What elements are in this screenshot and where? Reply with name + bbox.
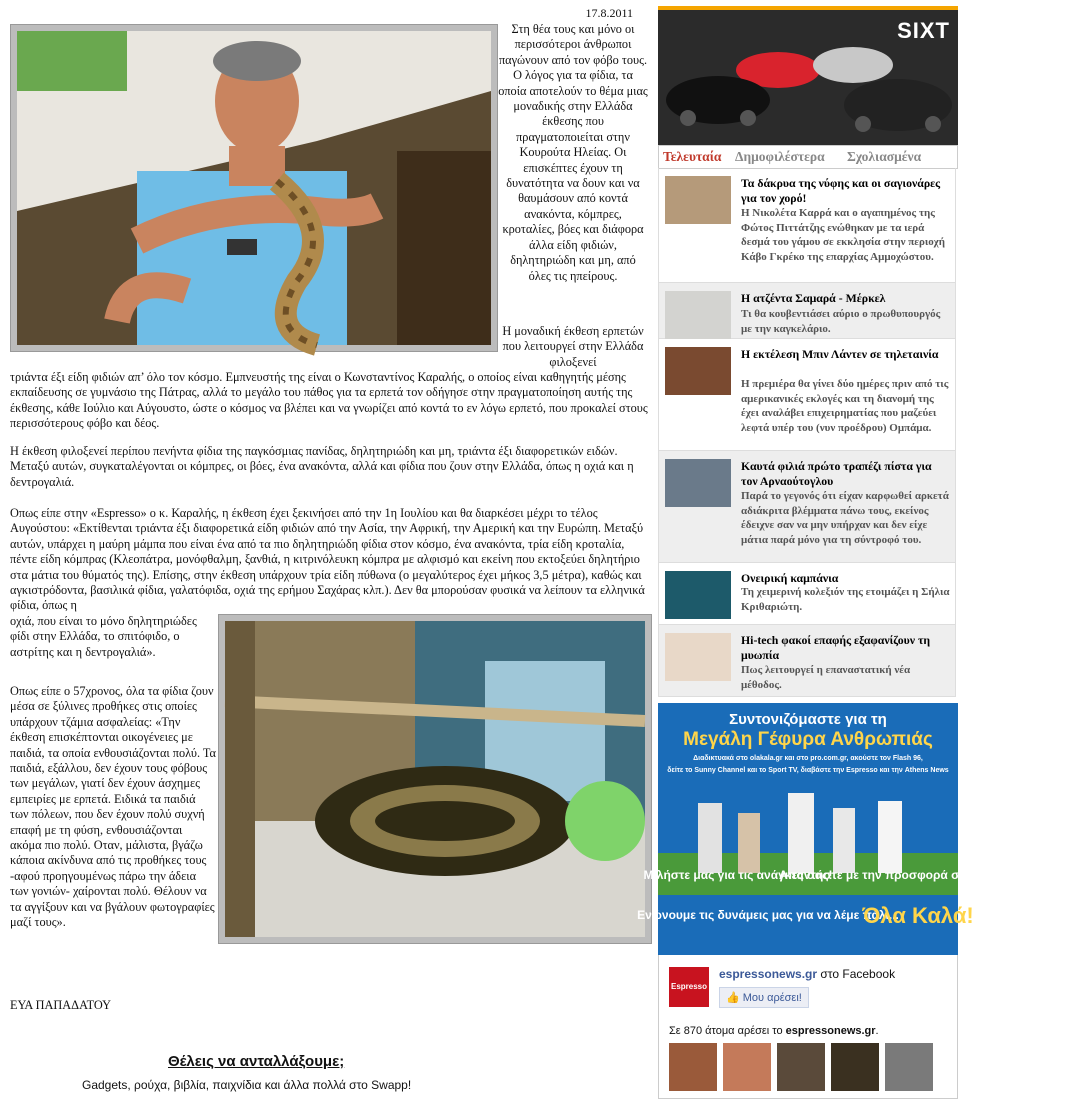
banner-line-4: δείτε το Sunny Channel και το Sport TV, διαβάστε την Espresso και την Athens News <box>667 767 949 774</box>
like-count-site: espressonews.gr <box>785 1025 876 1037</box>
news-description: Πως λειτουργεί η επαναστατική νέα μέθοδος. <box>741 664 911 691</box>
article-photo-man-with-snake <box>10 24 498 352</box>
banner-line-2: Μεγάλη Γέφυρα Ανθρωπιάς <box>683 729 933 750</box>
thumbs-up-icon: 👍 <box>726 992 740 1004</box>
news-description: Η πρεμιέρα θα γίνει δύο ημέρες πριν από τις αμερικανικές εκλογές και τη διανομή της έχει αναλάβει επιχειρηματίας που μαζεύει λεφτά υπέρ του (νυν προέδρου) Ομπάμα. <box>741 378 949 434</box>
photo-scene <box>17 31 491 345</box>
facebook-suffix: στο Facebook <box>817 967 896 981</box>
tab-commented[interactable]: Σχολιασμένα <box>847 149 922 164</box>
like-label: Μου αρέσει! <box>742 992 802 1004</box>
facebook-like-box <box>658 955 958 1099</box>
article-paragraph-2: τριάντα έξι είδη φιδιών απ’ όλο τον κόσμο. Εμπνευστής της είναι ο Κωνσταντίνος Καραλής, ο οποίος είναι καθηγητής μέσης εκπαίδευσης σε γυμνάσιο της Πάτρας, αλλά το μεγάλο του πάθος για τα ερπετά τον οδήγησε στην πραγματοποίηση αυτής της έκθεσης, κάθε Ιούλιο και Αύγουστο, ώστε ο κόσμος να βλέπει και να γνωρίζει από κοντά το εν λόγω ερπετό, που προκαλεί στους περισσότερους φόβο και δέος. <box>10 370 648 431</box>
news-title[interactable]: Ονειρική καμπάνια <box>741 571 839 585</box>
sixt-logo: SIXT <box>897 18 950 43</box>
article-author: ΕΥΑ ΠΑΠΑΔΑΤΟΥ <box>10 998 112 1012</box>
news-title[interactable]: Τα δάκρυα της νύφης και οι σαγιονάρες για τον χορό! <box>741 176 941 205</box>
tab-latest[interactable]: Τελευταία <box>663 149 722 164</box>
news-thumbnail <box>665 347 731 395</box>
fan-avatar[interactable] <box>831 1043 879 1091</box>
tab-popular[interactable]: Δημοφιλέστερα <box>735 149 825 164</box>
fan-avatar[interactable] <box>723 1043 771 1091</box>
article-column <box>8 0 653 1098</box>
article-date: 17.8.2011 <box>585 6 633 20</box>
news-thumbnail <box>665 633 731 681</box>
espresso-logo[interactable]: Espresso <box>669 967 709 1007</box>
article-paragraph-1: Στη θέα τους και μόνο οι περισσότεροι άνθρωποι παγώνουν από τον φόβο τους. Ο λόγος για τα φίδια, τα οποία αποτελούν το θέμα μιας μοναδικής στην Ελλάδα έκθεσης που πραγματοποιείται στην Κουρούτα Ηλείας. Οι επισκέπτες έχουν τη δυνατότητα να δουν και να θαυμάσουν από κοντά ανακόντα, κόμπρες, κροταλίες, βόες και διάφορα άλλα είδη φιδιών, δηλητηριώδη και μη, από όλες τις ηπείρους. <box>498 22 648 283</box>
banner-bubble-2: Απαντήστε με την προσφορά σας! <box>779 868 977 882</box>
swapp-promo-text: Gadgets, ρούχα, βιβλία, παιχνίδια και άλλα πολλά στο Swapp! <box>82 1078 412 1092</box>
news-thumbnail <box>665 291 731 339</box>
fan-avatar[interactable] <box>777 1043 825 1091</box>
news-item[interactable] <box>658 339 956 451</box>
facebook-like-count <box>669 1025 879 1037</box>
facebook-page-name <box>719 967 895 981</box>
news-item[interactable] <box>658 563 956 625</box>
article-paragraph-5: Οπως είπε ο 57χρονος, όλα τα φίδια ζουν μέσα σε ξύλινες προθήκες στις οποίες υπάρχουν τζάμια ασφαλείας: «Την έκθεση επισκέπτονται οικογένειες με παιδιά, τα οποία ενθουσιάζονται πολύ. Τα παιδιά, εξάλλου, δεν έχουν τους φόβους των μεγάλων, γιατί δεν έχουν άσχημες εμπειρίες με ερπετά. Ειδικά τα παιδιά των πόλεων, που δεν έχουν πολύ συχνή επαφή με τη φύση, ενθουσιάζονται ακόμα πιο πολύ. Οταν, μάλιστα, βγάζω κάποια ακίνδυνα από τις προθήκες τους -αφού προηγουμένως πάρω την άδεια των γονιών- χαίρονται πολύ. Θέλουν να τα αγγίξουν και να βγάλουν φωτογραφίες μαζί τους». <box>10 684 217 930</box>
banner-bubble-1: Μιλήστε μας για τις ανάγκες σας! <box>643 868 833 882</box>
banner-slogan: Ενώνουμε τις δυνάμεις μας για να λέμε πάλι... <box>637 908 899 922</box>
news-title[interactable]: Καυτά φιλιά πρώτο τραπέζι πίστα για τον Αρναούτογλου <box>741 459 932 488</box>
news-item[interactable] <box>658 451 956 563</box>
banner-logo: Όλα Καλά! <box>862 903 974 928</box>
news-description: Τι θα κουβεντιάσει αύριο ο πρωθυπουργός με την καγκελάριο. <box>741 308 941 335</box>
news-description: Τη χειμερινή κολεξιόν της ετοιμάζει η Σήλια Κριθαριώτη. <box>741 586 950 613</box>
news-description: Η Νικολέτα Καρρά και ο αγαπημένος της Φώτος Πιττάτζης ενώθηκαν με τα ιερά δεσμά του γάμου σε εκκλησία στην περιοχή Κάβο Γκρέκο της επαρχίας Αμμοχώστου. <box>741 207 945 263</box>
sixt-ad-banner[interactable] <box>658 6 958 145</box>
banner-line-1: Συντονιζόμαστε για τη <box>729 711 887 728</box>
news-description: Παρά το γεγονός ότι είχαν καρφωθεί αρκετά αδιάκριτα βλέμματα πάνω τους, εκείνος έδειχνε σαν να μην υπήρχαν και δεν είχε μάτια παρά μόνο για τη σύντροφό του. <box>741 490 949 546</box>
fan-avatar[interactable] <box>885 1043 933 1091</box>
news-thumbnail <box>665 571 731 619</box>
facebook-page-link[interactable]: espressonews.gr <box>719 967 818 981</box>
anaconda-illustration <box>225 621 645 937</box>
article-paragraph-2-start: Η μοναδική έκθεση ερπετών που λειτουργεί στην Ελλάδα φιλοξενεί <box>502 324 644 369</box>
charity-ad-banner[interactable] <box>637 703 977 955</box>
article-paragraph-4-end: οχιά, που είναι το μόνο δηλητηριώδες φίδι στην Ελλάδα, το σπιτόφιδο, ο αστρίτης και η δεντρογαλιά». <box>10 614 197 659</box>
like-count-suffix: . <box>875 1025 879 1037</box>
like-count-prefix: Σε 870 άτομα αρέσει το <box>669 1025 786 1037</box>
banner-line-3: Διαδικτυακά στο olakala.gr και στο pro.com.gr, ακούστε τον Flash 96, <box>693 755 923 762</box>
article-paragraph-3: Η έκθεση φιλοξενεί περίπου πενήντα φίδια της παγκόσμιας πανίδας, δηλητηριώδη και μη, τριάντα έξι διαφορετικών ειδών. Μεταξύ αυτών, συγκαταλέγονται οι κόμπρες, οι βόες, ένα ανακόντα, αλλά και φίδια που ζουν στην Ελλάδα, όπως η οχιά και η δεντρογαλιά. <box>10 444 634 489</box>
news-thumbnail <box>665 459 731 507</box>
news-thumbnail <box>665 176 731 224</box>
man-snake-illustration <box>17 31 491 345</box>
news-item[interactable] <box>658 625 956 697</box>
news-title[interactable]: Η ατζέντα Σαμαρά - Μέρκελ <box>741 291 886 305</box>
fan-avatar[interactable] <box>669 1043 717 1091</box>
news-tabs <box>658 145 958 169</box>
news-title[interactable]: Η εκτέλεση Μπιν Λάντεν σε τηλεταινία <box>741 347 939 361</box>
news-list <box>658 168 956 697</box>
news-item[interactable] <box>658 283 956 339</box>
sidebar <box>637 0 977 1098</box>
article-photo-anaconda <box>218 614 652 944</box>
news-title[interactable]: Hi-tech φακοί επαφής εξαφανίζουν τη μυωπία <box>741 633 931 662</box>
photo-scene <box>225 621 645 937</box>
article-paragraph-4: Οπως είπε στην «Espresso» ο κ. Καραλής, η έκθεση έχει ξεκινήσει από την 1η Ιουλίου και θα διαρκέσει μέχρι το τέλος Αυγούστου: «Εκτίθενται τριάντα έξι διαφορετικά είδη φιδιών από την Ασία, την Αφρική, την Αμερική και την Ευρώπη. Μεταξύ αυτών, υπάρχει η μαύρη μάμπα που είναι ένα από τα πιο δηλητηριώδη φίδια στον κόσμο, ένα ανακόντα, τρία είδη κροταλία, πέντε είδη κόμπρας (Κλεοπάτρα, μονόφθαλμη, ξανθιά, η κιτρινόλευκη κόμπρα με αλφισμό και εκείνη που εκτοξεύει δηλητήριο στα μάτια του θύματός της). Επίσης, στην έκθεση υπάρχουν τρία είδη πύθωνα (ο μεγαλύτερος έχει μήκος 3,5 μέτρα), καθώς και αγκιστρόδοντα, βασιλικά φίδια, γαλατόφιδα, οχιά της ερήμου Σαχάρας κλπ.). Δεν θα μπορούσαν φυσικά να λείπουν τα ελληνικά φίδια, όπως η <box>10 506 645 613</box>
swapp-promo-link[interactable]: Θέλεις να ανταλλάξουμε; <box>168 1053 345 1070</box>
facebook-like-button[interactable] <box>719 987 809 1008</box>
news-item[interactable] <box>658 168 956 283</box>
